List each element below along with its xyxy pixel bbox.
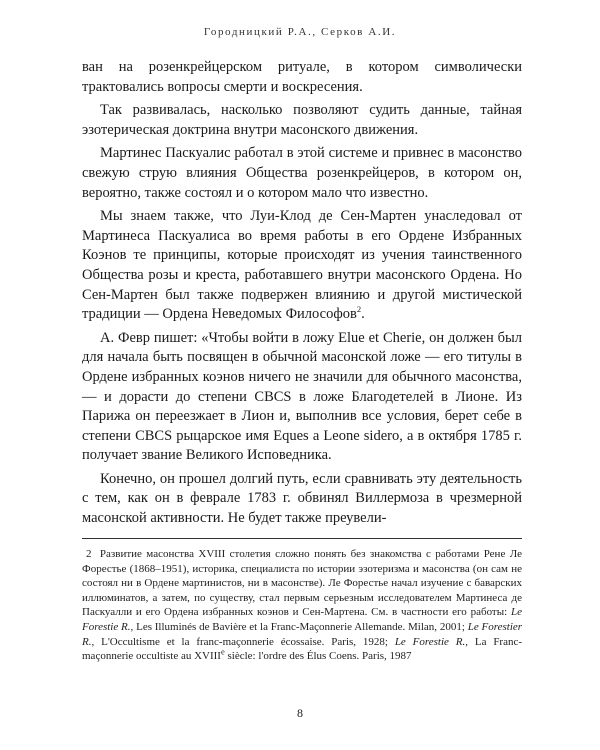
work-2-author: Le Forestier R., xyxy=(82,620,523,648)
work-3-title-after: siècle: l'ordre des Élus Coens. Paris, 1987 xyxy=(224,650,412,663)
page-number: 8 xyxy=(297,706,303,720)
footnote-divider xyxy=(82,538,522,539)
paragraph-3: Мартинес Паскуалис работал в этой системе и привнес в масонство свежую струю влияния Общества розенкрейцеров, в котором он, вероятно, также состоял и о котором мало что известно. xyxy=(82,145,522,201)
work-1-title: Les Illuminés de Bavière et la Franc-Maçonnerie Allemande. Milan, 2001; xyxy=(136,620,465,633)
work-3-author: Le Forestie R., xyxy=(394,635,468,648)
paragraph-1: ван на розенкрейцерском ритуале, в котором символически трактовались вопросы смерти и воскресения. xyxy=(82,59,522,95)
paragraph-4-text: Мы знаем также, что Луи-Клод де Сен-Мартен унаследовал от Мартинеса Паскуалиса во время работы в его Ордене Избранных Коэнов те принципы, которые происходят из учения таинственного Общества розы и креста, работавшего внутри масонского Ордена. Но Сен-Мартен был также подвержен влиянию и другой мистической традиции — Ордена Неведомых Философов xyxy=(82,208,522,323)
work-3-title-sup: e xyxy=(220,646,225,657)
work-2-title: L'Occultisme et la franc-maçonnerie écossaise. Paris, 1928; xyxy=(101,635,388,648)
paragraph-4-end: . xyxy=(361,306,365,323)
paragraph-2: Так развивалась, насколько позволяют судить данные, тайная эзотерическая доктрина внутри масонского движения. xyxy=(82,102,522,138)
work-3-title-before: La Franc-maçonnerie occultiste au XVIII xyxy=(82,635,523,663)
footnote-reference[interactable]: 2 xyxy=(356,304,362,315)
footnote xyxy=(82,547,522,664)
running-head: Городницкий Р.А., Серков А.И. xyxy=(203,26,397,38)
paragraph-6: Конечно, он прошел долгий путь, если сравнивать эту деятельность с тем, как он в феврале 1783 г. обвинял Виллермоза в чрезмерной масонской активности. Не будет также преувели- xyxy=(82,470,522,527)
paragraph-5: А. Февр пишет: «Чтобы войти в ложу Elue et Cherie, он должен был для начала быть посвящен в обычной масонской ложе — его титулы в Ордене избранных коэнов ничего не значили для обычного масонства, — и дорасти до степени CBCS в ложе Благодетелей в Лионе. Из Парижа он переезжает в Лион и, выполнив все условия, берет себе в степени CBCS рыцарское имя Eques a Leone sidero, а в октября 1785 г. получает звание Великого Исповедника. xyxy=(82,329,522,464)
paragraph-4 xyxy=(82,207,522,325)
work-1-author: Le Forestie R., xyxy=(82,606,523,633)
footnote-number: 2 xyxy=(86,548,92,560)
main-text xyxy=(82,58,522,529)
footnote-text: Развитие масонства XVIII столетия сложно понять без знакомства с работами Рене Ле Форестье (1868–1951), историка, специалиста по истории эзотеризма и масонства (он сам не состоял ни в Ордене мартинистов, ни в масонстве). Ле Форестье начал изучение с баварских иллюминатов, а затем, по существу, стал первым серьезным исследователем Мартинеса де Паскуалли и его Ордена избранных коэнов и Сен-Мартена. См. в частности его работы: xyxy=(82,548,522,619)
